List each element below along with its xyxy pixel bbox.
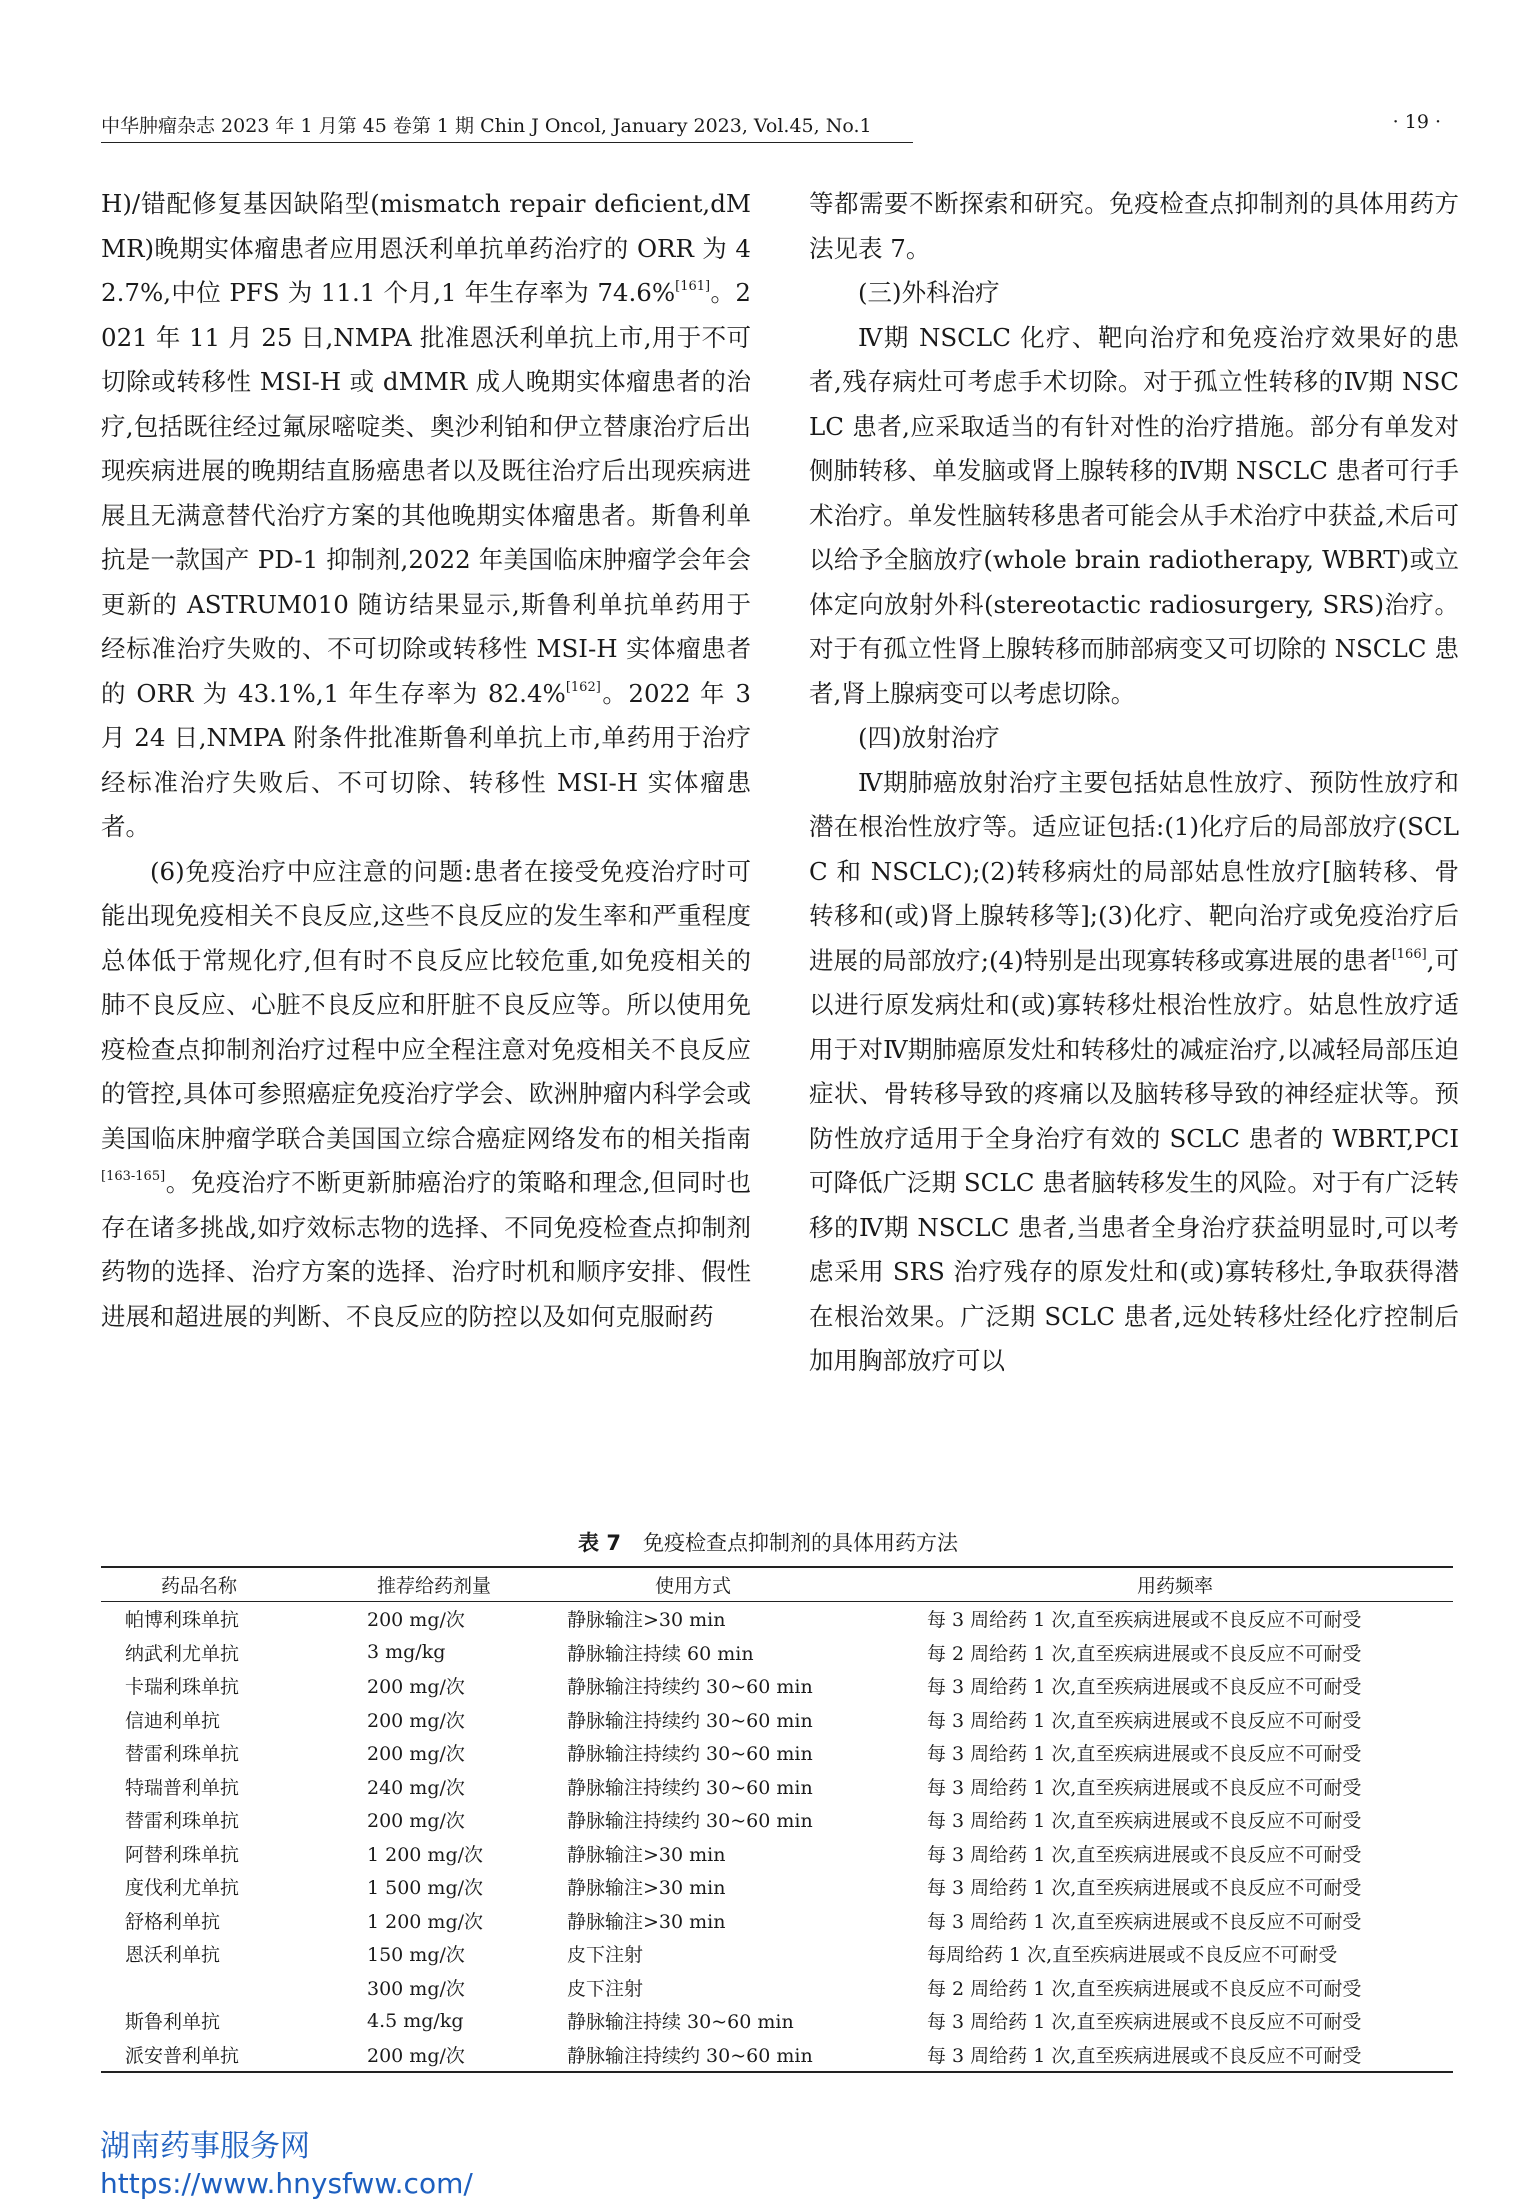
paragraph-text: 。2021 年 11 月 25 日,NMPA 批准恩沃利单抗上市,用于不可切除或转移性 MSI-H 或 dMMR 成人晚期实体瘤患者的治疗,包括既往经过氟尿嘧啶类、奥沙利铂和伊立替康治疗后出现疾病进展的晚期结直肠癌患者以及既往治疗后出现疾病进展且无满意替代治疗方案的其他晚期实体瘤患者。斯鲁利单抗是一款国产 PD-1 抑制剂,2022 年美国临床肿瘤学会年会更新的 ASTRUM010 随访结果显示,斯鲁利单抗单药用于经标准治疗失败的、不可切除或转移性 MSI-H 实体瘤患者的 ORR 为 43.1%,1 年生存率为 82.4% xyxy=(101,278,751,708)
paragraph-text: H)/错配修复基因缺陷型(mismatch repair deficient,dMMR)晚期实体瘤患者应用恩沃利单抗单药治疗的 ORR 为 42.7%,中位 PFS 为 11.1 个月,1 年生存率为 74.6% xyxy=(101,189,751,307)
table-cell: 静脉输注持续约 30~60 min xyxy=(567,1743,813,1766)
table-cell: 200 mg/次 xyxy=(367,1810,465,1833)
paragraph-text: Ⅳ期肺癌放射治疗主要包括姑息性放疗、预防性放疗和潜在根治性放疗等。适应证包括:(1)化疗后的局部放疗(SCLC 和 NSCLC);(2)转移病灶的局部姑息性放疗[脑转移、骨转移和(或)肾上腺转移等];(3)化疗、靶向治疗或免疫治疗后进展的局部放疗;(4)特别是出现寡转移或寡进展的患者 xyxy=(809,767,1459,975)
table-cell: 替雷利珠单抗 xyxy=(125,1743,240,1766)
table-cell: 度伐利尤单抗 xyxy=(125,1877,240,1900)
table-row xyxy=(101,1870,1453,1904)
column-header: 药品名称 xyxy=(161,1575,238,1597)
table-cell: 每 3 周给药 1 次,直至疾病进展或不良反应不可耐受 xyxy=(927,1709,1362,1732)
table-row xyxy=(101,1669,1453,1703)
table-cell: 每 3 周给药 1 次,直至疾病进展或不良反应不可耐受 xyxy=(927,1810,1362,1833)
table-row xyxy=(101,1803,1453,1837)
watermark xyxy=(100,2128,473,2202)
table-cell: 静脉输注持续约 30~60 min xyxy=(567,2044,813,2067)
table-row xyxy=(101,1736,1453,1770)
table-cell: 300 mg/次 xyxy=(367,1977,465,2000)
table-cell: 每 3 周给药 1 次,直至疾病进展或不良反应不可耐受 xyxy=(927,2044,1362,2067)
table-row xyxy=(101,1636,1453,1670)
section-heading-surgery: (三)外科治疗 xyxy=(858,278,1000,307)
table-cell: 替雷利珠单抗 xyxy=(125,1810,240,1833)
table-cell: 4.5 mg/kg xyxy=(367,2009,464,2032)
paragraph-radiation xyxy=(809,761,1459,1384)
table-row xyxy=(101,1602,1453,1636)
table-cell: 每 3 周给药 1 次,直至疾病进展或不良反应不可耐受 xyxy=(927,2011,1362,2034)
table-cell: 静脉输注>30 min xyxy=(567,1609,726,1632)
table-cell: 阿替利珠单抗 xyxy=(125,1843,240,1866)
table-cell: 静脉输注持续约 30~60 min xyxy=(567,1810,813,1833)
column-header: 推荐给药剂量 xyxy=(377,1575,492,1597)
table-cell: 3 mg/kg xyxy=(367,1641,446,1664)
table-cell: 每 2 周给药 1 次,直至疾病进展或不良反应不可耐受 xyxy=(927,1977,1362,2000)
column-header: 用药频率 xyxy=(1137,1575,1214,1597)
table-cell: 150 mg/次 xyxy=(367,1944,465,1967)
table-cell: 200 mg/次 xyxy=(367,1609,465,1632)
table-cell: 1 200 mg/次 xyxy=(367,1910,484,1933)
column-header: 使用方式 xyxy=(655,1575,732,1597)
paragraph-continuation: 等都需要不断探索和研究。免疫检查点抑制剂的具体用药方法见表 7。 xyxy=(809,189,1459,263)
table-row xyxy=(101,1703,1453,1737)
table-cell: 信迪利单抗 xyxy=(125,1709,221,1732)
table-row xyxy=(101,2038,1453,2073)
table-cell: 皮下注射 xyxy=(567,1944,644,1967)
table-cell: 斯鲁利单抗 xyxy=(125,2011,221,2034)
table-cell: 每 3 周给药 1 次,直至疾病进展或不良反应不可耐受 xyxy=(927,1843,1362,1866)
table-cell: 纳武利尤单抗 xyxy=(125,1642,240,1665)
table-cell: 200 mg/次 xyxy=(367,1709,465,1732)
table-cell: 200 mg/次 xyxy=(367,1743,465,1766)
table-cell: 每周给药 1 次,直至疾病进展或不良反应不可耐受 xyxy=(927,1944,1338,1967)
paragraph-immunotherapy-notes xyxy=(101,850,751,1340)
table-cell: 每 3 周给药 1 次,直至疾病进展或不良反应不可耐受 xyxy=(927,1877,1362,1900)
citation-ref: [166] xyxy=(1391,946,1427,962)
table-body xyxy=(101,1602,1453,2073)
table-cell: 每 3 周给药 1 次,直至疾病进展或不良反应不可耐受 xyxy=(927,1776,1362,1799)
table-title: 免疫检查点抑制剂的具体用药方法 xyxy=(642,1531,958,1555)
table-row xyxy=(101,1971,1453,2005)
journal-citation: 中华肿瘤杂志 2023 年 1 月第 45 卷第 1 期 Chin J Oncol, January 2023, Vol.45, No.1 xyxy=(101,115,872,137)
paragraph-text: 。免疫治疗不断更新肺癌治疗的策略和理念,但同时也存在诸多挑战,如疗效标志物的选择、不同免疫检查点抑制剂药物的选择、治疗方案的选择、治疗时机和顺序安排、假性进展和超进展的判断、不良反应的防控以及如何克服耐药 xyxy=(101,1168,751,1331)
table-cell: 帕博利珠单抗 xyxy=(125,1609,240,1632)
table-cell: 200 mg/次 xyxy=(367,1676,465,1699)
table-cell: 静脉输注持续约 30~60 min xyxy=(567,1709,813,1732)
watermark-site-name: 湖南药事服务网 xyxy=(100,2129,310,2164)
running-header xyxy=(101,111,1441,143)
table-cell: 静脉输注持续约 30~60 min xyxy=(567,1776,813,1799)
dosing-table xyxy=(101,1566,1453,2073)
paragraph-text: 。2022 年 3 月 24 日,NMPA 附条件批准斯鲁利单抗上市,单药用于治疗经标准治疗失败后、不可切除、转移性 MSI-H 实体瘤患者。 xyxy=(101,678,751,841)
table-cell: 静脉输注持续约 30~60 min xyxy=(567,1676,813,1699)
table-cell: 卡瑞利珠单抗 xyxy=(125,1676,240,1699)
table-cell: 静脉输注持续 60 min xyxy=(567,1642,754,1665)
table-cell: 特瑞普利单抗 xyxy=(125,1776,240,1799)
watermark-url: https://www.hnysfww.com/ xyxy=(100,2167,473,2200)
table-cell: 每 3 周给药 1 次,直至疾病进展或不良反应不可耐受 xyxy=(927,1743,1362,1766)
table-cell: 静脉输注>30 min xyxy=(567,1877,726,1900)
table-cell: 200 mg/次 xyxy=(367,2044,465,2067)
table-label: 表 7 xyxy=(578,1531,621,1555)
paragraph-surgery: Ⅳ期 NSCLC 化疗、靶向治疗和免疫治疗效果好的患者,残存病灶可考虑手术切除。对于孤立性转移的Ⅳ期 NSCLC 患者,应采取适当的有针对性的治疗措施。部分有单发对侧肺转移、单发脑或肾上腺转移的Ⅳ期 NSCLC 患者可行手术治疗。单发性脑转移患者可能会从手术治疗中获益,术后可以给予全脑放疗(whole brain radiotherapy, WBRT)或立体定向放射外科(stereotactic radiosurgery, SRS)治疗。对于有孤立性肾上腺转移而肺部病变又可切除的 NSCLC 患者,肾上腺病变可以考虑切除。 xyxy=(809,322,1459,708)
table-cell xyxy=(101,1971,367,2005)
paragraph-enwoli xyxy=(101,182,751,850)
page-number: · 19 · xyxy=(1392,111,1441,133)
table-cell: 静脉输注>30 min xyxy=(567,1843,726,1866)
table-cell: 每 3 周给药 1 次,直至疾病进展或不良反应不可耐受 xyxy=(927,1910,1362,1933)
table-cell: 派安普利单抗 xyxy=(125,2044,240,2067)
citation-ref: [162] xyxy=(565,679,601,695)
table-cell: 1 500 mg/次 xyxy=(367,1877,484,1900)
table-row xyxy=(101,1937,1453,1971)
right-column xyxy=(809,182,1459,1384)
table-cell: 恩沃利单抗 xyxy=(125,1944,221,1967)
citation-ref: [161] xyxy=(675,279,711,294)
table-cell: 240 mg/次 xyxy=(367,1776,465,1799)
table-row xyxy=(101,2004,1453,2038)
table-header-row xyxy=(101,1567,1453,1602)
table-cell: 静脉输注>30 min xyxy=(567,1910,726,1933)
table-row xyxy=(101,1837,1453,1871)
table-cell: 每 2 周给药 1 次,直至疾病进展或不良反应不可耐受 xyxy=(927,1642,1362,1665)
citation-ref: [163-165] xyxy=(101,1169,166,1184)
table-cell: 1 200 mg/次 xyxy=(367,1843,484,1866)
paragraph-text: (6)免疫治疗中应注意的问题:患者在接受免疫治疗时可能出现免疫相关不良反应,这些不良反应的发生率和严重程度总体低于常规化疗,但有时不良反应比较危重,如免疫相关的肺不良反应、心脏不良反应和肝脏不良反应等。所以使用免疫检查点抑制剂治疗过程中应全程注意对免疫相关不良反应的管控,具体可参照癌症免疫治疗学会、欧洲肿瘤内科学会或美国临床肿瘤学联合美国国立综合癌症网络发布的相关指南 xyxy=(101,856,751,1153)
header-rule xyxy=(101,142,913,143)
section-heading-radiation: (四)放射治疗 xyxy=(858,723,1000,752)
table-row xyxy=(101,1770,1453,1804)
table-caption xyxy=(0,1527,1536,1557)
table-row xyxy=(101,1904,1453,1938)
table-cell: 舒格利单抗 xyxy=(125,1910,221,1933)
paragraph-text: ,可以进行原发病灶和(或)寡转移灶根治性放疗。姑息性放疗适用于对Ⅳ期肺癌原发灶和转移灶的减症治疗,以减轻局部压迫症状、骨转移导致的疼痛以及脑转移导致的神经症状等。预防性放疗适用于全身治疗有效的 SCLC 患者的 WBRT,PCI 可降低广泛期 SCLC 患者脑转移发生的风险。对于有广泛转移的Ⅳ期 NSCLC 患者,当患者全身治疗获益明显时,可以考虑采用 SRS 治疗残存的原发灶和(或)寡转移灶,争取获得潜在根治效果。广泛期 SCLC 患者,远处转移灶经化疗控制后加用胸部放疗可以 xyxy=(809,945,1459,1375)
table-cell: 静脉输注持续 30~60 min xyxy=(567,2011,794,2034)
left-column xyxy=(101,182,751,1339)
table-cell: 每 3 周给药 1 次,直至疾病进展或不良反应不可耐受 xyxy=(927,1609,1362,1632)
table-cell: 皮下注射 xyxy=(567,1977,644,2000)
table-cell: 每 3 周给药 1 次,直至疾病进展或不良反应不可耐受 xyxy=(927,1676,1362,1699)
